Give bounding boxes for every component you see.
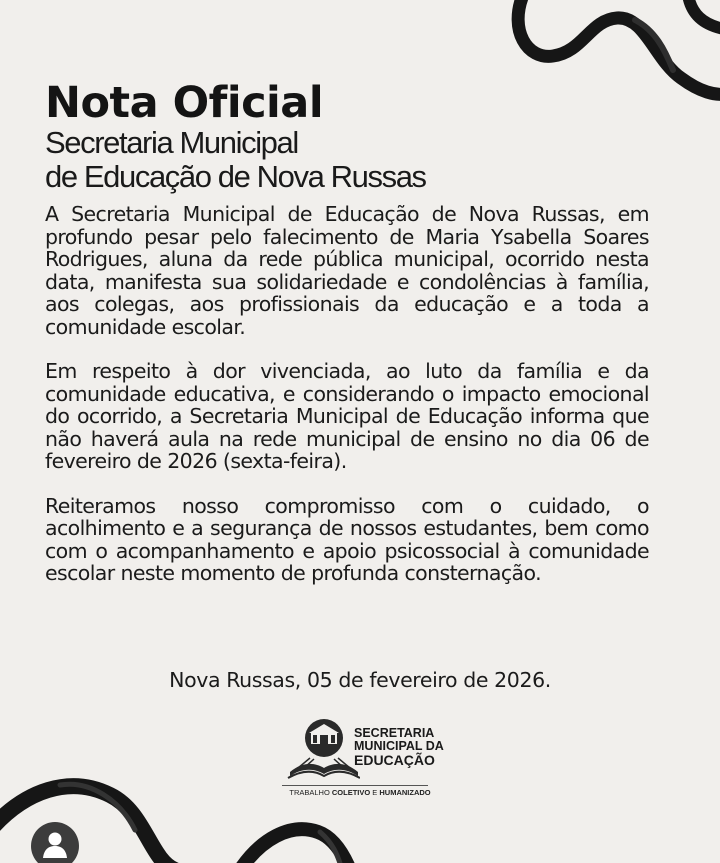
logo-line-3: EDUCAÇÃO <box>354 752 435 768</box>
paragraph-2: Em respeito à dor vivenciada, ao luto da família e da comunidade educativa, e considerando o impacto emocional do ocorrido, a Secretaria Municipal de Educação informa que não haverá aula na rede municipal de ensino no dia 06 de fevereiro de 2026 (sexta-feira). <box>45 359 649 473</box>
subtitle-line-2: de Educação de Nova Russas <box>45 159 426 194</box>
logo-tagline <box>280 788 440 797</box>
subtitle-line-1: Secretaria Municipal <box>45 125 298 160</box>
secretaria-logo <box>280 718 450 796</box>
date-line: Nova Russas, 05 de fevereiro de 2026. <box>169 668 551 692</box>
page-title: Nota Oficial <box>45 78 324 128</box>
paragraph-3: Reiteramos nosso compromisso com o cuidado, o acolhimento e a segurança de nossos estudantes, bem como com o acompanhamento e apoio psicossocial à comunidade escolar neste momento de profunda consternação. <box>45 493 649 585</box>
logo-text <box>354 727 444 768</box>
note-body <box>45 203 649 607</box>
profile-avatar-icon[interactable] <box>30 818 80 863</box>
logo-line-2: MUNICIPAL DA <box>354 739 444 753</box>
book-and-school-emblem-icon <box>284 718 360 784</box>
tagline-part-4: HUMANIZADO <box>379 788 431 797</box>
title-block <box>45 80 685 194</box>
logo-divider <box>282 785 428 786</box>
tagline-part-2: COLETIVO <box>331 788 371 797</box>
tagline-part-3: E <box>370 788 380 797</box>
logo-line-1: SECRETARIA <box>354 726 435 740</box>
paragraph-1: A Secretaria Municipal de Educação de Nova Russas, em profundo pesar pelo falecimento de Maria Ysabella Soares Rodrigues, aluna da rede pública municipal, ocorrido nesta data, manifesta sua solidariedade e condolências à família, aos colegas, aos profissionais da educação e a toda a comunidade escolar. <box>45 202 649 339</box>
tagline-part-1: TRABALHO <box>289 788 332 797</box>
